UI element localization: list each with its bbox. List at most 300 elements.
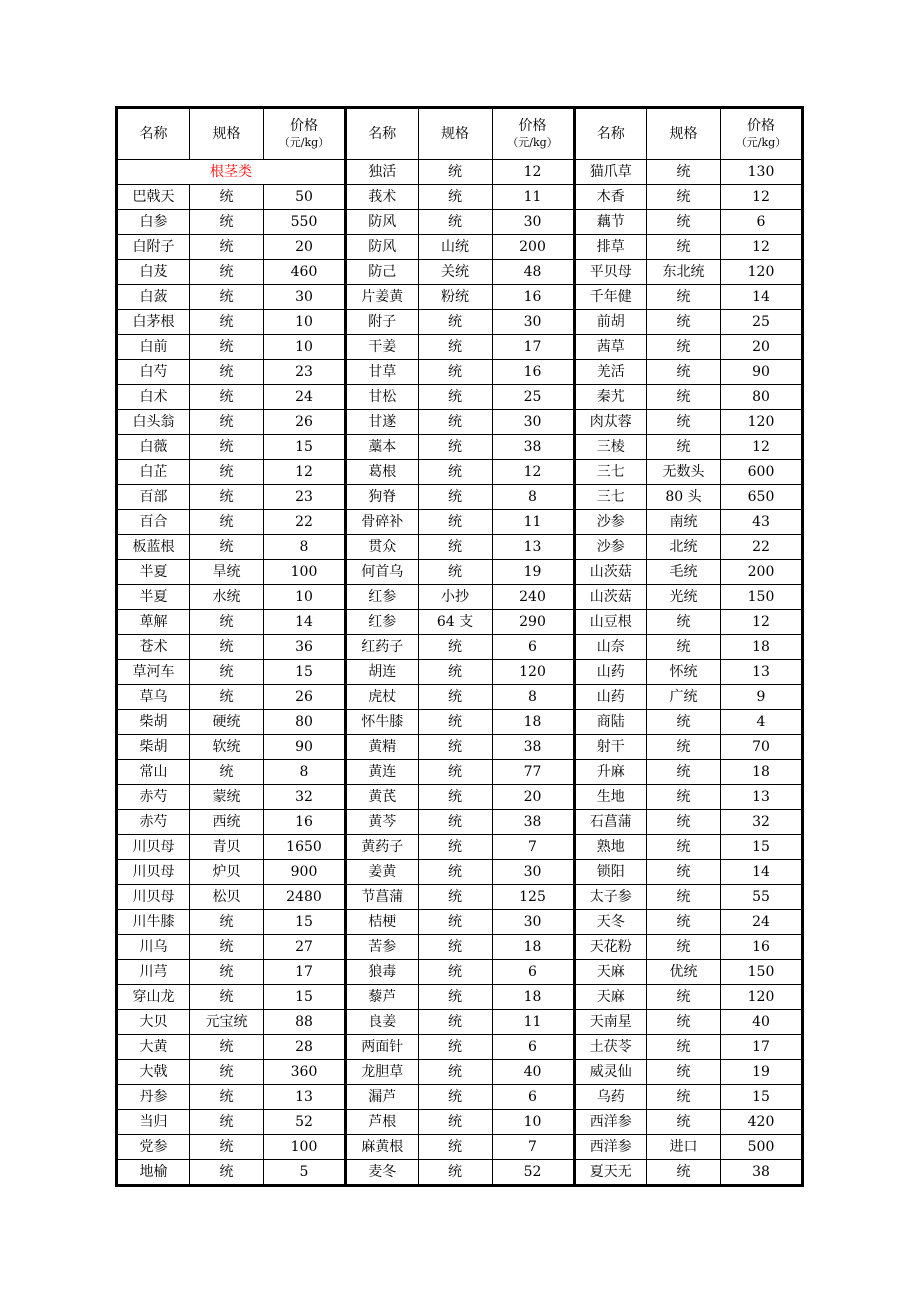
cell-name: 生地 [575,785,647,810]
cell-price: 90 [264,735,345,760]
cell-price: 130 [721,160,802,185]
cell-spec: 统 [418,810,492,835]
cell-spec: 统 [418,210,492,235]
cell-price: 550 [264,210,345,235]
cell-name: 藕节 [575,210,647,235]
cell-price: 14 [721,285,802,310]
cell-price: 12 [721,610,802,635]
cell-spec: 统 [647,160,721,185]
cell-spec: 广统 [647,685,721,710]
cell-name: 麦冬 [346,1160,418,1185]
cell-spec: 统 [190,335,264,360]
header-name: 名称 [118,109,190,160]
cell-name: 天麻 [575,985,647,1010]
cell-spec: 统 [190,1060,264,1085]
cell-spec: 统 [647,410,721,435]
table-row [118,1060,345,1085]
table-row [118,635,345,660]
cell-price: 16 [492,285,573,310]
table-row [575,335,802,360]
cell-spec: 统 [190,1160,264,1185]
table-row [575,760,802,785]
table-row [118,885,345,910]
cell-spec: 统 [190,660,264,685]
table-row [575,960,802,985]
cell-price: 8 [264,760,345,785]
cell-name: 天麻 [575,960,647,985]
cell-price: 12 [721,435,802,460]
cell-spec: 关统 [418,260,492,285]
cell-name: 狗脊 [346,485,418,510]
cell-name: 川牛膝 [118,910,190,935]
cell-name: 半夏 [118,585,190,610]
cell-price: 14 [721,860,802,885]
cell-name: 红参 [346,610,418,635]
cell-name: 藁本 [346,435,418,460]
table-row [118,985,345,1010]
cell-name: 百部 [118,485,190,510]
cell-price: 40 [492,1060,573,1085]
cell-spec: 统 [418,1085,492,1110]
table-row [118,1035,345,1060]
cell-spec: 统 [647,210,721,235]
table-row [575,735,802,760]
cell-price: 26 [264,685,345,710]
cell-spec: 统 [647,1160,721,1185]
cell-price: 18 [492,935,573,960]
table-row [118,1085,345,1110]
cell-spec: 统 [190,1035,264,1060]
cell-name: 山茨菇 [575,585,647,610]
cell-price: 18 [721,760,802,785]
cell-name: 芦根 [346,1110,418,1135]
header-price-label: 价格 [290,118,318,134]
cell-name: 前胡 [575,310,647,335]
cell-name: 巴戟天 [118,185,190,210]
table-row [346,585,573,610]
cell-name: 夏天无 [575,1160,647,1185]
cell-name: 天冬 [575,910,647,935]
cell-name: 良姜 [346,1010,418,1035]
cell-name: 升麻 [575,760,647,785]
cell-spec: 统 [647,610,721,635]
table-row [575,1035,802,1060]
cell-spec: 西统 [190,810,264,835]
cell-name: 天花粉 [575,935,647,960]
cell-name: 白芷 [118,460,190,485]
cell-spec: 怀统 [647,660,721,685]
table-row [118,560,345,585]
cell-spec: 山统 [418,235,492,260]
table-row [118,310,345,335]
cell-name: 白薇 [118,435,190,460]
cell-spec: 统 [190,310,264,335]
cell-spec: 统 [190,360,264,385]
cell-spec: 统 [647,935,721,960]
cell-name: 姜黄 [346,860,418,885]
cell-price: 77 [492,760,573,785]
cell-spec: 统 [647,835,721,860]
cell-spec: 统 [190,435,264,460]
cell-spec: 统 [647,985,721,1010]
cell-price: 70 [721,735,802,760]
table-row [575,260,802,285]
table-row [346,385,573,410]
cell-price: 13 [264,1085,345,1110]
cell-price: 6 [492,635,573,660]
cell-spec: 统 [418,335,492,360]
cell-name: 何首乌 [346,560,418,585]
cell-price: 650 [721,485,802,510]
cell-spec: 统 [418,435,492,460]
cell-spec: 统 [647,335,721,360]
cell-price: 18 [492,710,573,735]
cell-spec: 统 [190,635,264,660]
cell-spec: 统 [418,460,492,485]
cell-name: 防风 [346,235,418,260]
cell-price: 38 [492,435,573,460]
cell-spec: 统 [190,685,264,710]
cell-spec: 软统 [190,735,264,760]
cell-name: 葛根 [346,460,418,485]
cell-name: 黄药子 [346,835,418,860]
cell-name: 山豆根 [575,610,647,635]
table-row [118,335,345,360]
table-row [118,460,345,485]
cell-name: 石菖蒲 [575,810,647,835]
table-frame [115,106,804,1187]
table-row [575,785,802,810]
header-name: 名称 [575,109,647,160]
cell-spec: 统 [418,710,492,735]
cell-price: 120 [721,410,802,435]
cell-price: 125 [492,885,573,910]
table-row [346,860,573,885]
cell-price: 32 [721,810,802,835]
table-row [575,560,802,585]
cell-price: 12 [721,235,802,260]
table-row [118,210,345,235]
cell-name: 独活 [346,160,418,185]
cell-name: 萆解 [118,610,190,635]
table-row [346,560,573,585]
cell-price: 25 [492,385,573,410]
cell-spec: 统 [418,1160,492,1185]
cell-price: 200 [492,235,573,260]
cell-price: 500 [721,1135,802,1160]
cell-name: 白芍 [118,360,190,385]
cell-spec: 元宝统 [190,1010,264,1035]
cell-spec: 统 [190,1135,264,1160]
cell-price: 9 [721,685,802,710]
table-row [118,610,345,635]
table-row [346,785,573,810]
price-block-1 [117,108,345,1185]
cell-price: 52 [492,1160,573,1185]
cell-price: 38 [721,1160,802,1185]
cell-price: 100 [264,560,345,585]
table-row [118,1110,345,1135]
cell-spec: 统 [190,535,264,560]
cell-spec: 毛统 [647,560,721,585]
cell-name: 柴胡 [118,735,190,760]
table-row [118,710,345,735]
cell-name: 羌活 [575,360,647,385]
table-row [118,435,345,460]
cell-spec: 优统 [647,960,721,985]
cell-price: 120 [492,660,573,685]
table-row [346,1010,573,1035]
cell-price: 30 [492,860,573,885]
cell-spec: 统 [418,985,492,1010]
cell-name: 川乌 [118,935,190,960]
cell-price: 200 [721,560,802,585]
cell-price: 8 [264,535,345,560]
header-spec: 规格 [418,109,492,160]
table-row [575,160,802,185]
cell-name: 三七 [575,460,647,485]
table-row [575,435,802,460]
cell-price: 30 [264,285,345,310]
table-row [575,360,802,385]
category-row [118,160,345,185]
cell-price: 12 [492,160,573,185]
header-row [346,109,573,160]
cell-spec: 统 [190,210,264,235]
table-row [575,810,802,835]
cell-price: 20 [492,785,573,810]
cell-name: 猫爪草 [575,160,647,185]
cell-price: 150 [721,585,802,610]
cell-price: 16 [721,935,802,960]
table-row [118,910,345,935]
cell-name: 穿山龙 [118,985,190,1010]
cell-name: 茜草 [575,335,647,360]
cell-name: 干姜 [346,335,418,360]
table-row [346,310,573,335]
table-row [575,1085,802,1110]
cell-price: 7 [492,835,573,860]
table-row [346,510,573,535]
cell-spec: 小抄 [418,585,492,610]
cell-name: 苍术 [118,635,190,660]
cell-price: 6 [492,1085,573,1110]
cell-price: 12 [264,460,345,485]
cell-spec: 统 [190,960,264,985]
cell-price: 19 [492,560,573,585]
cell-name: 沙参 [575,535,647,560]
cell-name: 锁阳 [575,860,647,885]
cell-price: 30 [492,410,573,435]
cell-name: 三棱 [575,435,647,460]
table-row [575,1135,802,1160]
table-row [346,685,573,710]
table-row [575,660,802,685]
cell-price: 55 [721,885,802,910]
cell-name: 龙胆草 [346,1060,418,1085]
cell-spec: 统 [647,435,721,460]
cell-price: 38 [492,735,573,760]
cell-name: 土茯苓 [575,1035,647,1060]
cell-price: 38 [492,810,573,835]
cell-name: 平贝母 [575,260,647,285]
cell-name: 百合 [118,510,190,535]
cell-price: 11 [492,1010,573,1035]
table-row [346,635,573,660]
cell-name: 半夏 [118,560,190,585]
table-row [346,360,573,385]
table-row [118,810,345,835]
table-row [575,285,802,310]
table-row [575,635,802,660]
cell-spec: 统 [190,935,264,960]
cell-spec: 统 [190,1110,264,1135]
table-row [346,235,573,260]
table-row [575,1110,802,1135]
cell-spec: 统 [418,185,492,210]
cell-name: 甘松 [346,385,418,410]
table-row [346,660,573,685]
cell-spec: 统 [190,610,264,635]
header-price-unit: （元/kg） [735,136,787,149]
cell-price: 120 [721,985,802,1010]
cell-spec: 蒙统 [190,785,264,810]
cell-spec: 炉贝 [190,860,264,885]
header-name: 名称 [346,109,418,160]
cell-spec: 统 [418,560,492,585]
cell-price: 30 [492,310,573,335]
cell-price: 12 [492,460,573,485]
cell-price: 15 [264,660,345,685]
cell-price: 11 [492,510,573,535]
cell-name: 白附子 [118,235,190,260]
cell-price: 11 [492,185,573,210]
table-row [118,935,345,960]
price-table [115,106,804,1187]
table-row [346,960,573,985]
cell-name: 赤芍 [118,810,190,835]
table-row [346,185,573,210]
cell-price: 150 [721,960,802,985]
table-row [346,485,573,510]
cell-price: 5 [264,1160,345,1185]
table-row [575,835,802,860]
cell-price: 17 [721,1035,802,1060]
table-row [118,760,345,785]
cell-spec: 统 [418,1110,492,1135]
cell-name: 白参 [118,210,190,235]
cell-name: 乌药 [575,1085,647,1110]
cell-spec: 统 [647,360,721,385]
cell-name: 两面针 [346,1035,418,1060]
cell-price: 19 [721,1060,802,1085]
table-row [346,1035,573,1060]
cell-spec: 统 [418,160,492,185]
cell-name: 白蔹 [118,285,190,310]
cell-spec: 统 [418,660,492,685]
cell-spec: 统 [647,785,721,810]
table-row [346,935,573,960]
table-row [118,385,345,410]
cell-price: 360 [264,1060,345,1085]
table-row [575,1160,802,1185]
cell-name: 赤芍 [118,785,190,810]
cell-name: 常山 [118,760,190,785]
cell-name: 莪术 [346,185,418,210]
cell-spec: 统 [647,760,721,785]
cell-price: 460 [264,260,345,285]
table-row [118,685,345,710]
header-price-unit: （元/kg） [507,136,558,149]
cell-spec: 统 [418,1135,492,1160]
cell-name: 黄芪 [346,785,418,810]
cell-price: 23 [264,485,345,510]
cell-name: 沙参 [575,510,647,535]
table-row [575,235,802,260]
cell-price: 40 [721,1010,802,1035]
cell-spec: 统 [190,185,264,210]
cell-name: 节菖蒲 [346,885,418,910]
cell-spec: 统 [418,310,492,335]
table-row [118,535,345,560]
table-row [575,385,802,410]
cell-spec: 旱统 [190,560,264,585]
header-price-unit: （元/kg） [278,136,330,149]
cell-spec: 统 [647,885,721,910]
cell-spec: 统 [418,410,492,435]
cell-spec: 北统 [647,535,721,560]
table-row [346,710,573,735]
cell-spec: 进口 [647,1135,721,1160]
cell-price: 48 [492,260,573,285]
cell-price: 6 [492,960,573,985]
cell-spec: 统 [190,260,264,285]
cell-name: 川贝母 [118,885,190,910]
table-row [346,535,573,560]
cell-spec: 统 [418,735,492,760]
cell-spec: 统 [647,235,721,260]
cell-spec: 统 [418,960,492,985]
cell-spec: 统 [647,385,721,410]
cell-spec: 统 [418,485,492,510]
cell-name: 山药 [575,685,647,710]
cell-name: 防己 [346,260,418,285]
cell-name: 山奈 [575,635,647,660]
header-spec: 规格 [647,109,721,160]
table-row [118,585,345,610]
table-row [346,910,573,935]
cell-name: 板蓝根 [118,535,190,560]
cell-price: 420 [721,1110,802,1135]
cell-name: 黄精 [346,735,418,760]
header-row [118,109,345,160]
cell-name: 熟地 [575,835,647,860]
cell-price: 80 [721,385,802,410]
cell-name: 黄连 [346,760,418,785]
cell-price: 32 [264,785,345,810]
cell-name: 黄芩 [346,810,418,835]
cell-spec: 松贝 [190,885,264,910]
table-row [575,610,802,635]
table-row [118,260,345,285]
cell-spec: 统 [647,1085,721,1110]
table-row [346,1110,573,1135]
cell-name: 秦艽 [575,385,647,410]
cell-spec: 东北统 [647,260,721,285]
cell-spec: 统 [647,710,721,735]
cell-name: 骨碎补 [346,510,418,535]
cell-spec: 80 头 [647,485,721,510]
